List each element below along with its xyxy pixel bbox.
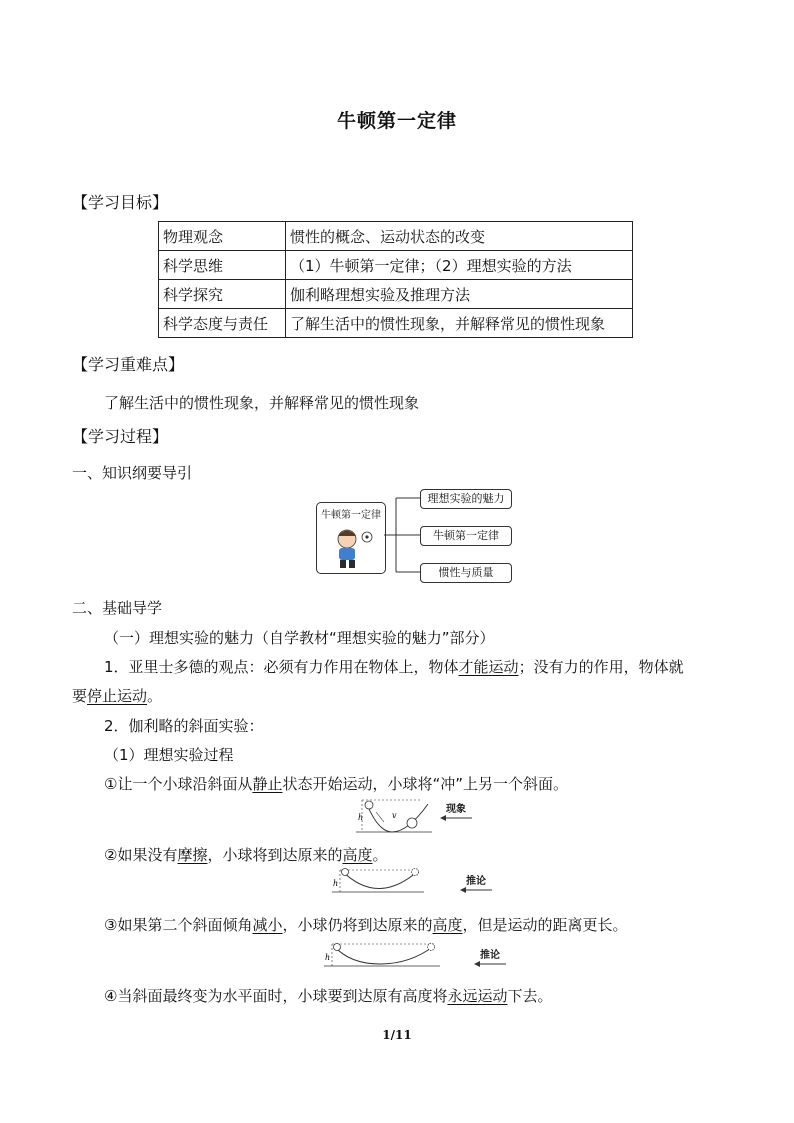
arrow-left-icon [474, 961, 506, 967]
arrow-left-icon [440, 815, 472, 821]
goal-content: （1）牛顿第一定律；（2）理想实验的方法 [286, 251, 633, 280]
table-row [159, 251, 633, 280]
process-heading: 【学习过程】 [72, 427, 169, 446]
outline-diagram [316, 487, 512, 583]
table-row [159, 222, 633, 251]
text: 1．亚里士多德的观点：必须有力作用在物体上，物体 [104, 658, 459, 676]
goal-content: 了解生活中的惯性现象，并解释常见的惯性现象 [286, 309, 633, 338]
goal-content: 惯性的概念、运动状态的改变 [286, 222, 633, 251]
soccer-boy-icon [317, 521, 385, 573]
incline-figure-3 [320, 940, 444, 970]
goal-aspect: 科学思维 [159, 251, 286, 280]
part2-heading: 二、基础导学 [72, 599, 163, 617]
outline-branch-1: 理想实验的魅力 [420, 489, 512, 509]
table-row [159, 280, 633, 309]
outline-branch-3: 惯性与质量 [420, 563, 512, 583]
outline-root-box [316, 502, 386, 574]
paragraph-1 [104, 657, 684, 677]
text: 。 [372, 846, 388, 864]
text: 要 [72, 687, 88, 705]
answer-blank: 高度 [342, 846, 373, 864]
table-row [159, 309, 633, 338]
page-number: 1/11 [382, 1028, 412, 1042]
answer-blank: 静止 [252, 775, 283, 793]
answer-blank: 停止运动 [87, 687, 148, 705]
part1-heading: 一、知识纲要导引 [72, 464, 193, 482]
difficulty-text: 了解生活中的惯性现象，并解释常见的惯性现象 [104, 394, 420, 412]
v-label: v [392, 811, 397, 820]
paragraph-1-cont [72, 686, 162, 706]
incline-figure-2 [328, 866, 428, 896]
h-label: h [333, 879, 339, 888]
goals-heading: 【学习目标】 [72, 193, 169, 212]
paragraph-2: 2．伽利略的斜面实验： [104, 717, 264, 735]
inference-arrow-1 [460, 872, 492, 886]
sub1-heading: （一）理想实验的魅力（自学教材“理想实验的魅力”部分） [104, 629, 495, 647]
outline-root-label: 牛顿第一定律 [321, 510, 381, 521]
text: 状态开始运动，小球将“冲”上另一个斜面。 [282, 775, 569, 793]
inference-arrow-2 [474, 946, 506, 960]
h-label: h [325, 953, 331, 962]
page-title: 牛顿第一定律 [336, 110, 457, 132]
phenomenon-label: 现象 [446, 804, 466, 815]
incline-figure-1 [352, 796, 442, 838]
step-2 [104, 845, 388, 865]
step-1 [104, 774, 568, 794]
text: ，小球将到达原来的 [207, 846, 343, 864]
answer-blank: 摩擦 [177, 846, 208, 864]
step-4 [104, 986, 552, 1006]
text: ①让一个小球沿斜面从 [104, 775, 253, 793]
inference-label: 推论 [480, 950, 500, 961]
answer-blank: 永远运动 [447, 987, 508, 1005]
difficulty-heading: 【学习重难点】 [72, 355, 185, 374]
text: 下去。 [507, 987, 553, 1005]
paragraph-3: （1）理想实验过程 [104, 746, 234, 764]
answer-blank: 才能运动 [458, 658, 519, 676]
arrow-left-icon [460, 887, 492, 893]
text: 。 [147, 687, 163, 705]
goal-aspect: 物理观念 [159, 222, 286, 251]
text: ；没有力的作用，物体就 [518, 658, 684, 676]
h-label: h [358, 813, 364, 822]
answer-blank: 减小 [252, 916, 283, 934]
phenomenon-arrow [440, 800, 472, 814]
goal-aspect: 科学探究 [159, 280, 286, 309]
goal-aspect: 科学态度与责任 [159, 309, 286, 338]
answer-blank: 高度 [432, 916, 463, 934]
goal-content: 伽利略理想实验及推理方法 [286, 280, 633, 309]
text: ④当斜面最终变为水平面时，小球要到达原有高度将 [104, 987, 448, 1005]
text: ③如果第二个斜面倾角 [104, 916, 253, 934]
outline-branch-2: 牛顿第一定律 [420, 526, 512, 546]
text: ，但是运动的距离更长。 [462, 916, 628, 934]
step-3 [104, 915, 628, 935]
goals-table [158, 221, 633, 338]
text: ，小球仍将到达原来的 [282, 916, 433, 934]
text: ②如果没有 [104, 846, 178, 864]
inference-label: 推论 [466, 876, 486, 887]
outline-connector [384, 487, 420, 583]
